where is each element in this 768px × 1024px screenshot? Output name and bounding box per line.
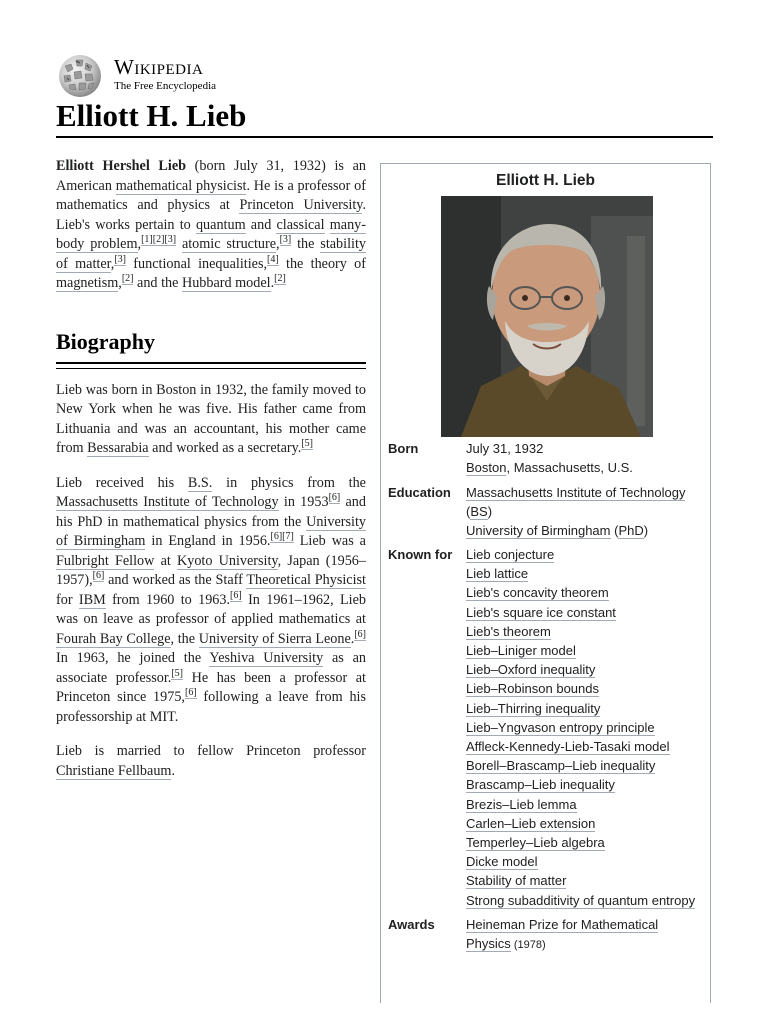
link-bessarabia[interactable]: Bessarabia xyxy=(87,440,149,456)
link-classical[interactable]: classical xyxy=(276,216,325,233)
link-ibm[interactable]: IBM xyxy=(78,591,106,608)
born-place xyxy=(466,458,711,477)
citation-ref[interactable]: [6] xyxy=(328,492,341,504)
link-bs[interactable]: B.S. xyxy=(187,474,213,491)
citation-ref[interactable]: [6] xyxy=(230,589,242,601)
text: the theory of xyxy=(278,255,366,272)
citation-ref[interactable]: [6] xyxy=(184,687,197,699)
citation[interactable] xyxy=(267,254,279,266)
wikipedia-globe-logo[interactable] xyxy=(56,54,104,98)
page-title: Elliott H. Lieb xyxy=(56,98,247,133)
known-for-link[interactable]: Lieb–Yngvason entropy principle xyxy=(466,719,655,735)
text: . xyxy=(171,762,176,779)
education-degree xyxy=(466,502,711,521)
born-date: July 31, 1932 xyxy=(466,441,544,456)
citation-ref[interactable]: [2] xyxy=(152,234,165,246)
infobox-label-education: Education xyxy=(388,485,451,500)
title-divider xyxy=(56,136,713,138)
text: ) xyxy=(643,523,649,539)
text: . xyxy=(270,275,275,291)
text: for xyxy=(56,591,79,608)
wikipedia-wordmark[interactable] xyxy=(114,56,216,93)
text: at xyxy=(154,552,177,569)
infobox-title: Elliott H. Lieb xyxy=(495,172,596,189)
known-for-link[interactable]: Lieb–Thirring inequality xyxy=(466,700,601,716)
citation-ref[interactable]: [4] xyxy=(267,253,279,265)
citation-ref[interactable]: [3] xyxy=(279,234,292,246)
link-mit[interactable]: Massachusetts Institute of Technology xyxy=(56,494,279,510)
wordmark-text: Wikipedia xyxy=(114,55,204,79)
text xyxy=(325,217,330,233)
text: and xyxy=(245,216,277,233)
portrait-photo[interactable] xyxy=(441,196,653,437)
link-heineman-prize-cont[interactable]: Physics xyxy=(466,936,511,952)
citation-ref[interactable]: [6] xyxy=(270,531,283,543)
link-phd-degree[interactable]: PhD xyxy=(618,523,644,539)
citation-ref[interactable]: [2] xyxy=(121,273,134,285)
text: , Massachusetts, U.S. xyxy=(506,460,633,476)
known-for-link[interactable]: Borell–Brascamp–Lieb inequality xyxy=(466,758,656,774)
known-for-link[interactable]: Lieb–Oxford inequality xyxy=(466,662,596,678)
subject-name: Elliott Hershel Lieb xyxy=(56,158,187,174)
infobox-label-awards: Awards xyxy=(388,917,435,932)
text: and the xyxy=(133,275,182,291)
infobox xyxy=(380,163,711,1003)
link-heineman-prize[interactable]: Heineman Prize for Mathematical xyxy=(466,917,659,932)
text: , the xyxy=(170,630,199,647)
text: the xyxy=(291,236,321,252)
known-for-link[interactable]: Lieb–Liniger model xyxy=(466,643,576,659)
text: Lieb was a xyxy=(293,533,366,549)
infobox-value-known-for xyxy=(466,545,711,910)
article-body xyxy=(56,157,366,796)
link-many-body-problem[interactable]: many-body problem xyxy=(56,216,366,252)
link-yeshiva-university[interactable]: Yeshiva University xyxy=(209,650,324,666)
infobox-label-known-for: Known for xyxy=(388,547,453,562)
text: Lieb was born in Boston in 1932, the family moved to New York when he was five. His father came from Lithuania and was an accountant, his mother came from xyxy=(56,381,366,456)
known-for-link[interactable]: Affleck-Kennedy-Lieb-Tasaki model xyxy=(466,739,670,755)
section-heading-biography: Biography xyxy=(56,328,156,354)
link-christiane-fellbaum[interactable]: Christiane Fellbaum xyxy=(56,762,172,779)
citation[interactable] xyxy=(301,438,313,450)
text: In 1963, he joined the xyxy=(56,650,210,666)
text: Lieb received his xyxy=(56,474,188,491)
citation[interactable] xyxy=(354,629,366,641)
infobox-value-born xyxy=(466,439,711,477)
text: , Japan (1956–1957), xyxy=(56,552,366,588)
citation[interactable] xyxy=(171,668,183,680)
citation[interactable] xyxy=(122,273,134,285)
text: following a leave from his professorship at MIT. xyxy=(56,689,367,725)
link-atomic-structure[interactable]: atomic structure xyxy=(181,236,277,252)
link-university-of-sierra-leone[interactable]: University of Sierra Leone xyxy=(198,630,351,647)
known-for-link[interactable]: Lieb's theorem xyxy=(466,623,551,639)
citation[interactable] xyxy=(329,492,341,504)
link-university-of-birmingham[interactable]: University of Birmingham xyxy=(466,523,611,539)
link-quantum[interactable]: quantum xyxy=(195,216,246,233)
known-for-link[interactable]: Lieb's concavity theorem xyxy=(466,585,609,601)
text: and his PhD in mathematical physics from the xyxy=(56,494,366,530)
known-for-link[interactable]: Temperley–Lieb algebra xyxy=(466,835,605,851)
tagline-text: The Free Encyclopedia xyxy=(114,80,217,92)
citation-ref[interactable]: [5] xyxy=(171,667,184,679)
known-for-link[interactable]: Dicke model xyxy=(466,854,538,870)
link-bs-degree[interactable]: BS xyxy=(470,504,488,520)
citation[interactable] xyxy=(270,531,293,543)
link-mathematical-physicist[interactable]: mathematical physicist xyxy=(115,177,247,194)
link-princeton-university[interactable]: Princeton University xyxy=(239,197,363,213)
citation-ref[interactable]: [1] xyxy=(141,234,153,246)
intro-paragraph xyxy=(56,157,366,294)
infobox-value-awards xyxy=(466,915,711,955)
link-mit[interactable]: Massachusetts Institute of Technology xyxy=(466,485,686,500)
text: functional inequalities, xyxy=(126,255,268,272)
text: , xyxy=(137,236,142,252)
citation[interactable] xyxy=(114,254,126,266)
biography-paragraph-1 xyxy=(56,381,366,459)
text: ( xyxy=(466,504,471,520)
text: In 1961–1962, Lieb was on leave as professor of applied mathematics at xyxy=(56,591,366,627)
link-kyoto-university[interactable]: Kyoto University xyxy=(176,552,278,569)
text: He has been a professor at Princeton since 1975, xyxy=(56,669,366,705)
link-university-of-birmingham[interactable]: University of Birmingham xyxy=(56,513,366,549)
biography-paragraph-3 xyxy=(56,742,366,781)
known-for-link[interactable]: Lieb conjecture xyxy=(466,547,555,562)
text: ( xyxy=(610,523,619,539)
link-magnetism[interactable]: magnetism xyxy=(56,275,119,291)
text: . He is a professor of mathematics and physics at xyxy=(56,177,366,213)
known-for-link[interactable]: Strong subadditivity of quantum entropy xyxy=(466,892,696,908)
text: . Lieb's works pertain to xyxy=(56,197,366,233)
text: (born July 31, 1932) is an American xyxy=(56,158,366,194)
text: . xyxy=(350,630,355,647)
text: , xyxy=(110,255,115,272)
text: in 1953 xyxy=(278,494,329,510)
link-fulbright-fellow[interactable]: Fulbright Fellow xyxy=(56,552,155,569)
text: Lieb is married to fellow Princeton professor xyxy=(56,743,366,759)
citation-ref[interactable]: [2] xyxy=(274,273,286,285)
education-item xyxy=(466,521,711,540)
text: in England in 1956. xyxy=(145,533,271,549)
known-for-link[interactable]: Brascamp–Lieb inequality xyxy=(466,777,615,793)
link-stability-of-matter[interactable]: stability of matter xyxy=(56,236,367,272)
known-for-link[interactable]: Brezis–Lieb lemma xyxy=(466,796,577,812)
text: and worked as the Staff xyxy=(104,572,247,588)
citation-ref[interactable]: [3] xyxy=(114,253,126,265)
known-for-link[interactable]: Lieb lattice xyxy=(466,566,529,582)
infobox-value-education xyxy=(466,483,711,541)
citation[interactable] xyxy=(185,687,197,699)
citation[interactable] xyxy=(141,234,176,246)
text: in physics from the xyxy=(212,474,366,491)
biography-paragraph-2 xyxy=(56,474,366,728)
citation-ref[interactable]: [6] xyxy=(92,570,105,582)
known-for-link[interactable]: Carlen–Lieb extension xyxy=(466,815,596,831)
citation[interactable] xyxy=(93,570,105,582)
citation[interactable] xyxy=(230,590,242,602)
citation[interactable] xyxy=(280,234,292,246)
citation-ref[interactable]: [6] xyxy=(354,628,366,640)
link-boston[interactable]: Boston xyxy=(466,460,507,476)
infobox-label-born: Born xyxy=(388,441,419,456)
text: from 1960 to 1963. xyxy=(105,591,231,608)
known-for-link[interactable]: Lieb's square ice constant xyxy=(466,604,616,620)
text: ) xyxy=(487,504,493,520)
text: as an associate professor. xyxy=(56,650,366,686)
link-hubbard-model[interactable]: Hubbard model xyxy=(181,275,271,291)
link-theoretical-physicist[interactable]: Theoretical Physicist xyxy=(246,572,366,588)
text: and worked as a secretary. xyxy=(148,440,302,456)
award-year: (1978) xyxy=(510,939,546,952)
section-divider xyxy=(56,362,366,369)
education-item xyxy=(466,483,711,502)
citation[interactable] xyxy=(274,273,286,285)
citation-ref[interactable]: [7] xyxy=(282,531,294,543)
citation-ref[interactable]: [3] xyxy=(164,234,177,246)
text: , xyxy=(118,275,122,291)
known-for-link[interactable]: Lieb–Robinson bounds xyxy=(466,681,599,697)
link-fourah-bay-college[interactable]: Fourah Bay College xyxy=(56,630,171,647)
citation-ref[interactable]: [5] xyxy=(301,438,313,450)
text: , xyxy=(276,236,280,252)
known-for-link[interactable]: Stability of matter xyxy=(466,873,567,889)
